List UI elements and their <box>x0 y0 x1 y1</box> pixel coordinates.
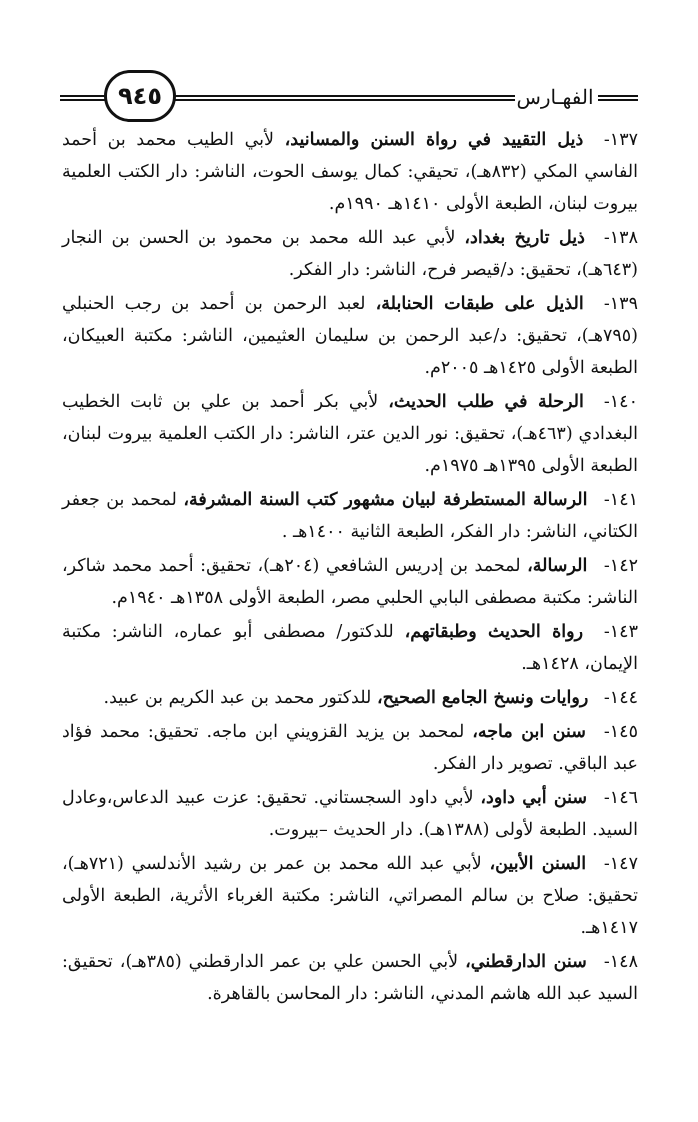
entry-number: ١٤٠- <box>603 392 638 412</box>
entry-number: ١٤١- <box>603 490 638 510</box>
bibliography-entry <box>62 124 638 220</box>
entry-text: للدكتور/ مصطفى أبو عماره، الناشر: مكتبة الإيمان، ١٤٢٨هـ. <box>62 622 638 674</box>
bibliography-entry <box>62 716 638 780</box>
bibliography-entry <box>62 682 638 714</box>
entry-text: لأبي داود السجستاني. تحقيق: عزت عبيد الدعاس،وعادل السيد. الطبعة لأولى (١٣٨٨هـ). دار الحديث –بيروت. <box>62 788 638 840</box>
entry-number: ١٤٥- <box>603 722 638 742</box>
bibliography-entry <box>62 386 638 482</box>
entry-title: الرحلة في طلب الحديث، <box>388 392 584 412</box>
bibliography-entry <box>62 484 638 548</box>
entry-number: ١٤٣- <box>603 622 638 642</box>
entry-title: ذيل تاريخ بغداد، <box>464 228 585 248</box>
entry-number: ١٤٦- <box>603 788 638 808</box>
entry-number: ١٤٨- <box>603 952 638 972</box>
running-title: الفهـارس <box>515 82 595 112</box>
bibliography-entry <box>62 782 638 846</box>
entry-title: ذيل التقييد في رواة السنن والمسانيد، <box>284 130 584 150</box>
bibliography-entry <box>62 946 638 1010</box>
entry-text: لأبي عبد الله محمد بن عمر بن رشيد الأندلسي (٧٢١هـ)، تحقيق: صلاح بن سالم المصراتي، الناشر: مكتبة الغرباء الأثرية، الطبعة الأولى ١٤١٧هـ. <box>62 854 638 938</box>
bibliography-entry <box>62 288 638 384</box>
entry-title: رواة الحديث وطبقاتهم، <box>404 622 584 642</box>
entry-text: لمحمد بن يزيد القزويني ابن ماجه. تحقيق: محمد فؤاد عبد الباقي. تصوير دار الفكر. <box>62 722 638 774</box>
page-header <box>60 68 638 128</box>
entry-text: للدكتور محمد بن عبد الكريم بن عبيد. <box>103 688 372 708</box>
entry-title: سنن أبي داود، <box>480 788 588 808</box>
entry-title: الرسالة، <box>527 556 588 576</box>
bibliography-entry <box>62 848 638 944</box>
entry-number: ١٣٧- <box>603 130 638 150</box>
entry-number: ١٣٨- <box>603 228 638 248</box>
entry-title: الرسالة المستطرفة لبيان مشهور كتب السنة المشرفة، <box>183 490 588 510</box>
entry-text: لأبي بكر أحمد بن علي بن ثابت الخطيب البغدادي (٤٦٣هـ)، تحقيق: نور الدين عتر، الناشر: دار الكتب العلمية بيروت لبنان، الطبعة الأولى ١٣٩٥هـ ١٩٧٥م. <box>62 392 638 476</box>
header-rule <box>598 95 638 97</box>
entry-title: سنن ابن ماجه، <box>472 722 586 742</box>
entry-text: لأبي عبد الله محمد بن محمود بن الحسن بن النجار (٦٤٣هـ)، تحقيق: د/قيصر فرح، الناشر: دار الفكر. <box>62 228 638 280</box>
entry-title: سنن الدارقطني، <box>465 952 587 972</box>
header-rule <box>598 99 638 101</box>
entry-text: لمحمد بن جعفر الكتاني، الناشر: دار الفكر، الطبعة الثانية ١٤٠٠هـ . <box>62 490 638 542</box>
bibliography-entry <box>62 616 638 680</box>
entry-number: ١٤٢- <box>603 556 638 576</box>
entry-text: لعبد الرحمن بن أحمد بن رجب الحنبلي (٧٩٥هـ)، تحقيق: د/عبد الرحمن بن سليمان العثيمين، الناشر: مكتبة العبيكان، الطبعة الأولى ١٤٢٥هـ ٢٠٠٥م. <box>62 294 638 378</box>
entry-number: ١٤٤- <box>603 688 638 708</box>
entry-number: ١٣٩- <box>603 294 638 314</box>
entry-title: الذيل على طبقات الحنابلة، <box>375 294 584 314</box>
bibliography-entry <box>62 550 638 614</box>
entry-title: السنن الأبين، <box>489 854 587 874</box>
page-number: ٩٤٥ <box>104 70 176 122</box>
header-rule <box>60 95 108 97</box>
entry-text: لأبي الطيب محمد بن أحمد الفاسي المكي (٨٣٢هـ)، تحيقي: كمال يوسف الحوت، الناشر: دار الكتب العلمية بيروت لبنان، الطبعة الأولى ١٤١٠هـ ١٩٩٠م. <box>62 130 638 214</box>
entry-title: روايات ونسخ الجامع الصحيح، <box>376 688 589 708</box>
bibliography-entry <box>62 222 638 286</box>
entry-text: لمحمد بن إدريس الشافعي (٢٠٤هـ)، تحقيق: أحمد محمد شاكر، الناشر: مكتبة مصطفى البابي الحلبي مصر، الطبعة الأولى ١٣٥٨هـ ١٩٤٠م. <box>62 556 638 608</box>
bibliography-list <box>62 124 638 1012</box>
header-rule <box>60 99 108 101</box>
entry-text: لأبي الحسن علي بن عمر الدارقطني (٣٨٥هـ)، تحقيق: السيد عبد الله هاشم المدني، الناشر: دار المحاسن بالقاهرة. <box>62 952 638 1004</box>
entry-number: ١٤٧- <box>603 854 638 874</box>
